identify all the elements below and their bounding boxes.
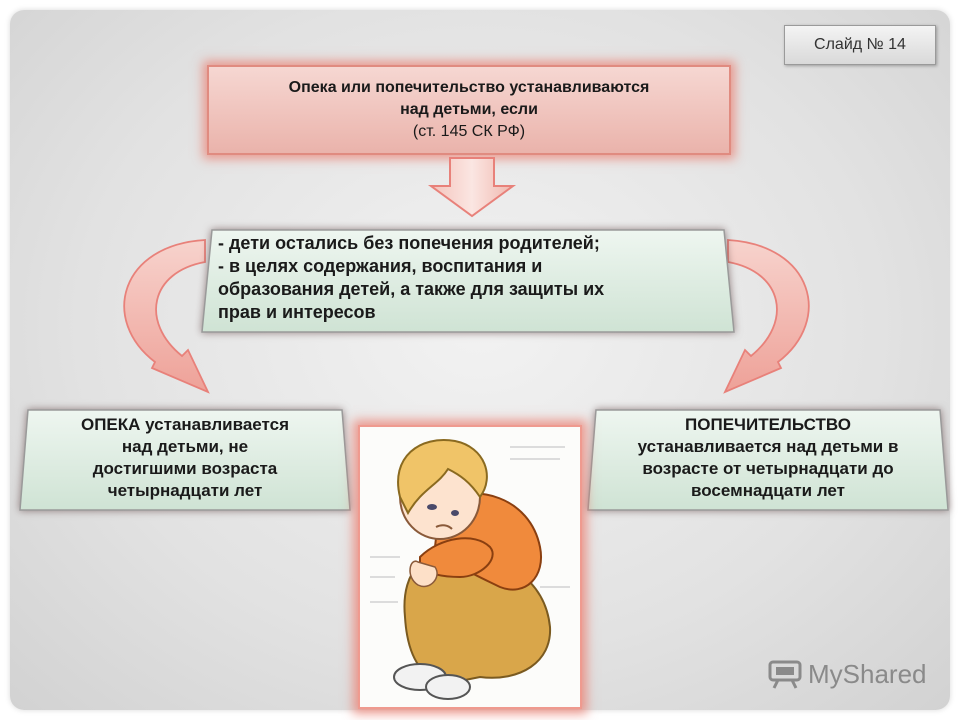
middle-box-text bbox=[218, 232, 604, 324]
top-box-line1: Опека или попечительство устанавливаются bbox=[288, 79, 650, 96]
right-box-line2: устанавливается над детьми в bbox=[637, 437, 899, 456]
middle-box-line2: - в целях содержания, воспитания и bbox=[218, 256, 543, 276]
watermark-logo bbox=[768, 656, 927, 692]
top-box-line2: над детьми, если bbox=[400, 101, 538, 118]
middle-box-line1: - дети остались без попечения родителей; bbox=[218, 233, 600, 253]
watermark-text: MyShared bbox=[808, 658, 927, 689]
child-illustration-frame bbox=[358, 425, 582, 709]
right-box-text bbox=[588, 414, 948, 502]
left-box-line2: над детьми, не bbox=[121, 437, 249, 456]
top-box-line3: (ст. 145 СК РФ) bbox=[412, 123, 526, 140]
middle-box bbox=[202, 228, 734, 334]
left-box bbox=[20, 408, 350, 512]
top-box bbox=[207, 65, 731, 155]
slide-number: Слайд № 14 bbox=[784, 25, 936, 65]
right-box-line1: ПОПЕЧИТЕЛЬСТВО bbox=[685, 415, 851, 434]
right-box bbox=[588, 408, 948, 512]
middle-box-line4: прав и интересов bbox=[218, 302, 376, 322]
left-box-line4: четырнадцати лет bbox=[107, 481, 263, 500]
left-box-text bbox=[20, 414, 350, 502]
child-illustration-icon bbox=[360, 427, 580, 707]
right-box-line3: возрасте от четырнадцати до bbox=[642, 459, 894, 478]
middle-box-line3: образования детей, а также для защиты их bbox=[218, 279, 605, 299]
logo-icon bbox=[768, 658, 802, 690]
left-box-line1: ОПЕКА устанавливается bbox=[80, 415, 289, 434]
left-box-line3: достигшими возраста bbox=[92, 459, 278, 478]
right-box-line4: восемнадцати лет bbox=[691, 481, 845, 500]
